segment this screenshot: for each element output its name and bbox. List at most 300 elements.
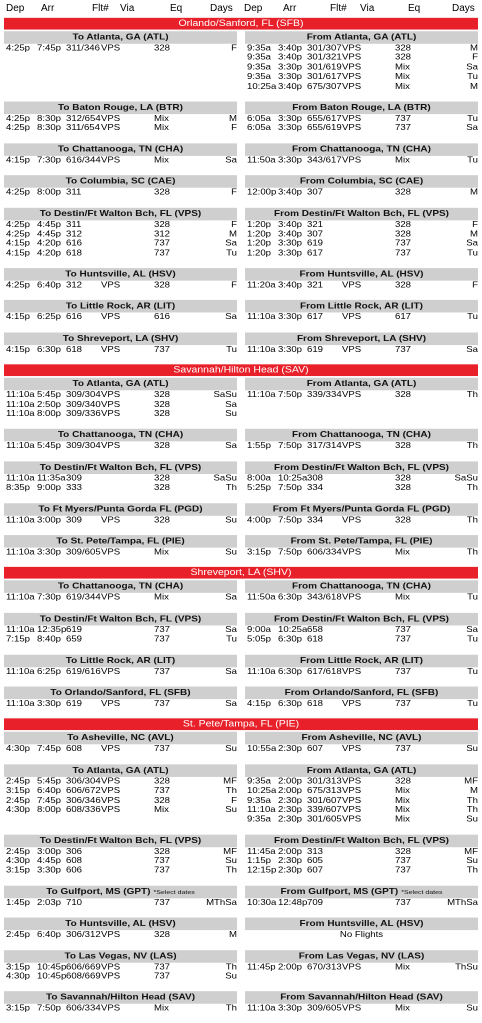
days: F bbox=[231, 219, 237, 230]
dep-time: 9:35a bbox=[247, 814, 272, 825]
empty-row bbox=[245, 400, 478, 410]
days: MF bbox=[464, 776, 478, 786]
to-route-block bbox=[4, 763, 237, 833]
dep-time: 1:45p bbox=[6, 898, 31, 908]
route-title bbox=[4, 300, 237, 313]
arr-time: 7:50p bbox=[278, 483, 303, 493]
arr-time: 6:25p bbox=[37, 312, 62, 323]
route-title bbox=[245, 101, 478, 114]
equipment: 328 bbox=[154, 441, 171, 451]
equipment: 328 bbox=[395, 441, 412, 451]
days: Su bbox=[225, 409, 237, 419]
via: VPS bbox=[101, 593, 121, 603]
equipment: 737 bbox=[395, 856, 412, 866]
dep-time: 2:45p bbox=[6, 930, 31, 940]
via: VPS bbox=[101, 515, 121, 525]
equipment: 737 bbox=[395, 866, 412, 876]
route-title-text: From Asheville, NC (AVL) bbox=[301, 733, 422, 743]
from-route-block bbox=[245, 428, 478, 460]
to-route-block bbox=[4, 174, 237, 206]
equipment: 737 bbox=[154, 786, 171, 796]
from-route-block bbox=[245, 885, 478, 917]
row-gap bbox=[4, 876, 237, 885]
days: Su bbox=[225, 515, 237, 525]
equipment: 328 bbox=[154, 483, 171, 493]
arr-time: 3:30p bbox=[278, 62, 303, 73]
flight-row bbox=[245, 124, 478, 134]
route-title-text: To Baton Rouge, LA (BTR) bbox=[58, 103, 183, 113]
flight-number: 616 bbox=[66, 312, 83, 323]
equipment: 328 bbox=[154, 219, 171, 230]
flight-number: 710 bbox=[66, 898, 83, 908]
arr-time: 3:30p bbox=[278, 155, 303, 165]
arr-time: 2:50p bbox=[37, 400, 62, 410]
days: Sa bbox=[466, 123, 478, 133]
row-gap bbox=[245, 981, 478, 990]
dep-time: 2:45p bbox=[6, 776, 31, 786]
equipment: 737 bbox=[154, 962, 171, 972]
from-route-block bbox=[245, 267, 478, 299]
from-route-block bbox=[245, 580, 478, 612]
dep-time: 11:10a bbox=[247, 666, 276, 677]
route-title-text: From Savannah/Hilton Head (SAV) bbox=[280, 993, 443, 1003]
flight-row bbox=[4, 239, 237, 249]
dep-time: 8:35p bbox=[6, 483, 31, 493]
equipment: 328 bbox=[395, 229, 412, 239]
days: ThSu bbox=[455, 962, 478, 972]
flight-row bbox=[4, 593, 237, 603]
to-route-block bbox=[4, 834, 237, 885]
row-gap bbox=[4, 451, 237, 460]
row-gap bbox=[245, 603, 478, 612]
via: VPS bbox=[101, 805, 121, 815]
flight-row bbox=[4, 313, 237, 323]
flight-number: 619 bbox=[307, 239, 324, 249]
route-title-text: To Destin/Ft Walton Bch, FL (VPS) bbox=[39, 209, 202, 219]
dep-time: 4:25p bbox=[6, 280, 31, 290]
arr-time: 3:40p bbox=[278, 219, 303, 230]
equipment: 737 bbox=[395, 898, 412, 908]
arr-time: 4:20p bbox=[37, 248, 62, 258]
equipment: 737 bbox=[395, 239, 412, 249]
arr-time: 7:30p bbox=[37, 593, 62, 603]
flight-row bbox=[245, 898, 478, 908]
flight-row bbox=[245, 230, 478, 240]
dep-time: 11:45p bbox=[247, 962, 276, 972]
flight-number: 607 bbox=[307, 866, 324, 876]
arr-time: 3:30p bbox=[278, 72, 303, 82]
via: VPS bbox=[342, 441, 362, 451]
route-title-text: To Savannah/Hilton Head (SAV) bbox=[45, 993, 196, 1003]
flight-number: 619 bbox=[66, 699, 83, 709]
from-route-block bbox=[245, 460, 478, 502]
arr-time: 6:40p bbox=[37, 280, 62, 290]
flight-row bbox=[245, 390, 478, 400]
dep-time: 11:45a bbox=[247, 846, 276, 857]
days: Tu bbox=[467, 666, 478, 677]
col-eq-left: Eq bbox=[170, 3, 183, 14]
route-pair bbox=[4, 428, 478, 460]
flight-number: 606 bbox=[66, 866, 83, 876]
via: VPS bbox=[101, 1004, 121, 1014]
equipment: 737 bbox=[154, 634, 171, 644]
route-title-text: To Huntsville, AL (HSV) bbox=[65, 919, 176, 929]
dep-time: 4:25p bbox=[6, 43, 31, 53]
flight-row bbox=[245, 625, 478, 635]
row-gap bbox=[245, 165, 478, 174]
equipment: 737 bbox=[395, 123, 412, 133]
flight-number: 312/654 bbox=[66, 114, 101, 124]
days: Sa bbox=[225, 441, 237, 451]
arr-time: 8:30p bbox=[37, 114, 62, 124]
flight-row bbox=[4, 699, 237, 709]
flight-number: 321 bbox=[307, 280, 324, 290]
equipment: Mix bbox=[395, 1004, 410, 1014]
via: VPS bbox=[342, 515, 362, 525]
route-pair bbox=[4, 534, 478, 566]
arr-time: 3:30p bbox=[278, 239, 303, 249]
to-route-block bbox=[4, 731, 237, 763]
route-title-text: To Destin/Ft Walton Bch, FL (VPS) bbox=[39, 836, 202, 846]
route-title-text: To Chattanooga, TN (CHA) bbox=[57, 144, 184, 155]
equipment: Mix bbox=[154, 593, 169, 603]
via: VPS bbox=[342, 123, 362, 133]
via: VPS bbox=[342, 666, 362, 677]
flight-row bbox=[4, 866, 237, 876]
flight-row bbox=[4, 805, 237, 815]
equipment: 617 bbox=[395, 312, 412, 323]
flight-row bbox=[4, 410, 237, 420]
flight-number: 309/304 bbox=[66, 390, 101, 400]
days: M bbox=[229, 229, 237, 239]
row-gap bbox=[245, 557, 478, 566]
equipment: 328 bbox=[395, 43, 412, 53]
days: Th bbox=[466, 805, 478, 815]
dep-time: 11:10a bbox=[6, 593, 35, 603]
arr-time: 8:00p bbox=[37, 409, 62, 419]
route-title bbox=[4, 31, 237, 44]
flight-row bbox=[4, 400, 237, 410]
via: VPS bbox=[101, 547, 121, 557]
flight-row bbox=[4, 972, 237, 982]
dep-time: 1:20p bbox=[247, 229, 272, 239]
flight-number: 311 bbox=[66, 219, 82, 230]
route-title bbox=[245, 732, 478, 745]
flight-number: 619 bbox=[66, 625, 83, 635]
arr-time: 3:30p bbox=[278, 123, 303, 133]
arr-time: 10:25a bbox=[278, 625, 308, 635]
route-title-text: To Orlando/Sanford, FL (SFB) bbox=[50, 688, 191, 698]
flight-number: 606/672 bbox=[66, 786, 101, 796]
route-title bbox=[4, 429, 237, 442]
days: Su bbox=[466, 856, 478, 866]
dep-time: 5:05p bbox=[247, 634, 272, 644]
equipment: 737 bbox=[154, 866, 171, 876]
flight-row bbox=[245, 815, 478, 825]
flight-row bbox=[4, 345, 237, 355]
equipment: Mix bbox=[154, 114, 169, 124]
flight-row bbox=[4, 777, 237, 787]
via: VPS bbox=[101, 123, 121, 133]
days: Tu bbox=[226, 248, 237, 258]
route-title-text: From Destin/Ft Walton Bch, FL (VPS) bbox=[274, 209, 449, 219]
arr-time: 6:40p bbox=[37, 930, 62, 940]
route-pair bbox=[4, 612, 478, 654]
route-title-text: To Asheville, NC (AVL) bbox=[67, 733, 174, 743]
col-eq-right: Eq bbox=[408, 3, 421, 14]
row-gap bbox=[245, 676, 478, 685]
flight-row bbox=[245, 474, 478, 484]
route-pair bbox=[4, 949, 478, 991]
route-title bbox=[245, 581, 478, 594]
route-title bbox=[4, 834, 237, 847]
days: Th bbox=[225, 786, 237, 796]
from-route-block bbox=[245, 731, 478, 763]
route-title bbox=[245, 834, 478, 847]
equipment: Mix bbox=[395, 62, 410, 73]
arr-time: 6:30p bbox=[278, 634, 303, 644]
arr-time: 7:50p bbox=[278, 515, 303, 525]
via: VPS bbox=[342, 312, 362, 323]
route-title bbox=[4, 268, 237, 281]
arr-time: 3:30p bbox=[278, 114, 303, 124]
route-title bbox=[245, 268, 478, 281]
flight-row bbox=[245, 857, 478, 867]
dep-time: 4:30p bbox=[6, 856, 31, 866]
route-title bbox=[4, 918, 237, 931]
dep-time: 11:10a bbox=[6, 409, 35, 419]
equipment: 737 bbox=[395, 634, 412, 644]
to-route-block bbox=[4, 502, 237, 534]
route-pair bbox=[4, 580, 478, 612]
flight-row bbox=[245, 866, 478, 876]
route-title-text: To St. Pete/Tampa, FL (PIE) bbox=[56, 536, 185, 546]
via: VPS bbox=[101, 744, 121, 754]
days: M bbox=[470, 229, 478, 239]
arr-time: 12:35p bbox=[37, 625, 67, 635]
from-route-block bbox=[245, 612, 478, 654]
days: Sa bbox=[225, 593, 237, 603]
dep-time: 11:10a bbox=[6, 441, 35, 451]
flight-row bbox=[4, 667, 237, 677]
arr-time: 5:45p bbox=[37, 390, 62, 400]
route-title bbox=[4, 654, 237, 667]
route-pair bbox=[4, 332, 478, 364]
route-pair bbox=[4, 377, 478, 428]
route-pair bbox=[4, 991, 478, 1023]
days: M bbox=[470, 43, 478, 53]
flight-number: 301/313 bbox=[307, 776, 342, 786]
equipment: 312 bbox=[154, 229, 171, 239]
dep-time: 11:10a bbox=[6, 625, 35, 635]
arr-time: 7:30p bbox=[37, 155, 62, 165]
via: VPS bbox=[101, 786, 121, 796]
row-gap bbox=[245, 754, 478, 763]
arr-time: 3:30p bbox=[37, 699, 62, 709]
equipment: Mix bbox=[154, 123, 169, 133]
days: Th bbox=[466, 547, 478, 557]
route-pair bbox=[4, 731, 478, 763]
row-gap bbox=[4, 322, 237, 331]
arr-time: 3:40p bbox=[278, 81, 303, 92]
flight-number: 311/654 bbox=[66, 123, 100, 133]
arr-time: 9:00p bbox=[37, 483, 62, 493]
route-title-text: From Destin/Ft Walton Bch, FL (VPS) bbox=[274, 614, 449, 624]
dep-time: 1:55p bbox=[247, 441, 272, 451]
dep-time: 5:25p bbox=[247, 483, 272, 493]
col-days-left: Days bbox=[210, 3, 233, 14]
dep-time: 11:50a bbox=[247, 593, 276, 603]
to-route-block bbox=[4, 991, 237, 1023]
days: Th bbox=[225, 1004, 237, 1014]
dep-time: 11:10a bbox=[6, 547, 35, 557]
route-title-text: From Atlanta, GA (ATL) bbox=[306, 765, 417, 776]
days: Sa bbox=[466, 344, 478, 355]
arr-time: 7:50p bbox=[37, 1004, 62, 1014]
row-gap bbox=[4, 603, 237, 612]
route-title-text: From Huntsville, AL (HSV) bbox=[299, 269, 424, 280]
route-title-text: From Ft Myers/Punta Gorda FL (PGD) bbox=[272, 504, 451, 514]
equipment: 737 bbox=[395, 114, 412, 124]
dep-time: 11:10a bbox=[6, 400, 35, 410]
equipment: 328 bbox=[154, 43, 171, 53]
arr-time: 2:03p bbox=[37, 898, 62, 908]
route-pair bbox=[4, 174, 478, 206]
to-route-block bbox=[4, 686, 237, 718]
dep-time: 12:15p bbox=[247, 866, 277, 876]
dep-time: 9:35a bbox=[247, 795, 272, 805]
route-title bbox=[4, 613, 237, 626]
days: Su bbox=[225, 805, 237, 815]
flight-row bbox=[245, 667, 478, 677]
to-route-block bbox=[4, 377, 237, 428]
route-pair bbox=[4, 763, 478, 833]
flight-number: 307 bbox=[307, 187, 324, 198]
col-flt-left: Flt# bbox=[92, 3, 109, 14]
route-title-text: To Gulfport, MS (GPT) bbox=[46, 887, 151, 897]
flight-row bbox=[245, 786, 478, 796]
flight-number: 659 bbox=[66, 634, 83, 644]
via: VPS bbox=[342, 699, 362, 709]
to-route-block bbox=[4, 30, 237, 100]
route-title bbox=[245, 654, 478, 667]
flight-row bbox=[245, 805, 478, 815]
route-pair bbox=[4, 834, 478, 885]
col-via-left: Via bbox=[120, 3, 135, 14]
route-title-text: To Atlanta, GA (ATL) bbox=[72, 32, 169, 43]
from-route-block bbox=[245, 834, 478, 885]
days: Th bbox=[225, 866, 237, 876]
dep-time: 4:25p bbox=[6, 114, 31, 124]
arr-time: 2:00p bbox=[278, 776, 303, 786]
equipment: 737 bbox=[154, 239, 171, 249]
dep-time: 10:25a bbox=[247, 786, 277, 796]
col-arr-right: Arr bbox=[283, 3, 297, 14]
route-title-text: From Shreveport, LA (SHV) bbox=[296, 334, 427, 344]
dep-time: 4:25p bbox=[6, 123, 31, 133]
route-title-text: To Huntsville, AL (HSV) bbox=[65, 269, 176, 280]
flight-number: 301/605 bbox=[307, 814, 342, 825]
to-route-block bbox=[4, 267, 237, 299]
flight-number: 616 bbox=[66, 239, 83, 249]
flight-row bbox=[4, 281, 237, 291]
flight-row bbox=[245, 220, 478, 230]
via: VPS bbox=[101, 930, 121, 940]
flight-number: 655/617 bbox=[307, 114, 342, 124]
to-route-block bbox=[4, 207, 237, 268]
arr-time: 6:40p bbox=[37, 786, 62, 796]
route-title-text: From Atlanta, GA (ATL) bbox=[306, 32, 417, 43]
via: VPS bbox=[101, 699, 121, 709]
via: VPS bbox=[342, 155, 362, 165]
arr-time: 2:30p bbox=[278, 866, 303, 876]
route-pair bbox=[4, 207, 478, 268]
days: Th bbox=[466, 483, 478, 493]
flight-number: 309/336 bbox=[66, 409, 101, 419]
equipment: 328 bbox=[154, 846, 171, 857]
from-route-block bbox=[245, 174, 478, 206]
flight-number: 309 bbox=[66, 515, 83, 525]
flight-number: 306/312 bbox=[66, 930, 101, 940]
via: VPS bbox=[342, 593, 362, 603]
arr-time: 8:00p bbox=[37, 187, 62, 198]
flight-row bbox=[4, 230, 237, 240]
flight-row bbox=[4, 548, 237, 558]
days: Sa bbox=[225, 699, 237, 709]
row-gap bbox=[4, 419, 237, 428]
select-dates-note: *Select dates bbox=[153, 889, 195, 896]
equipment: 328 bbox=[395, 473, 412, 484]
days: Su bbox=[225, 856, 237, 866]
days: M bbox=[470, 786, 478, 796]
dep-time: 11:10a bbox=[247, 344, 276, 355]
days: Tu bbox=[467, 72, 478, 82]
equipment: 328 bbox=[395, 846, 412, 857]
flight-row bbox=[245, 156, 478, 166]
row-gap bbox=[245, 908, 478, 917]
route-title bbox=[4, 535, 237, 548]
dep-time: 8:00a bbox=[247, 473, 272, 484]
flight-row bbox=[4, 249, 237, 259]
days: Tu bbox=[467, 312, 478, 323]
empty-row bbox=[4, 82, 237, 92]
flight-number: 311/346 bbox=[66, 43, 100, 53]
equipment: 737 bbox=[395, 625, 412, 635]
route-title-text: To Little Rock, AR (LIT) bbox=[65, 656, 176, 666]
flight-row bbox=[4, 625, 237, 635]
equipment: 737 bbox=[395, 666, 412, 677]
via: VPS bbox=[101, 280, 121, 290]
arr-time: 4:45p bbox=[37, 856, 62, 866]
dep-time: 9:35a bbox=[247, 776, 272, 786]
days: Su bbox=[466, 1004, 478, 1014]
route-title bbox=[245, 143, 478, 156]
equipment: 328 bbox=[395, 390, 412, 400]
dep-time: 4:00p bbox=[247, 515, 272, 525]
via: VPS bbox=[101, 776, 121, 786]
flight-row bbox=[4, 930, 237, 940]
section-header: Orlando/Sanford, FL (SFB) bbox=[4, 18, 478, 30]
via: VPS bbox=[101, 962, 121, 972]
route-title bbox=[245, 31, 478, 44]
equipment: Mix bbox=[154, 547, 169, 557]
via: VPS bbox=[101, 390, 121, 400]
days: Th bbox=[466, 515, 478, 525]
dep-time: 12:00p bbox=[247, 187, 277, 198]
row-gap bbox=[4, 824, 237, 833]
route-title bbox=[4, 950, 237, 963]
flight-row bbox=[245, 345, 478, 355]
